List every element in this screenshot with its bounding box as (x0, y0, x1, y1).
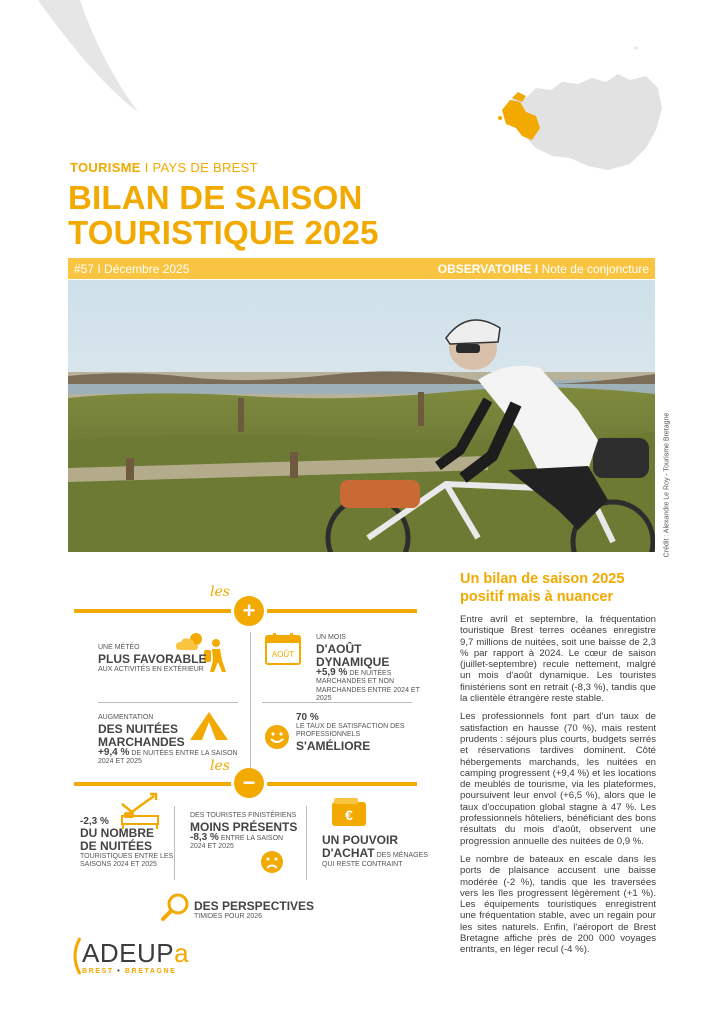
finisteriens-value: -8,3 % (190, 831, 219, 843)
article-paragraph-1: Entre avril et septembre, la fréquentation touristique Brest terres océanes enregistre 9,7 millions de nuitées, soit une baisse de 2,3 % par rapport à 2024. Le cœur de saison (juillet-septembre) recule nettement, malgré un mois d'août dynamique. Les touristes finistériens sont en retrait (-8,3 %), tandis que la clientèle étrangère reste stable. (460, 614, 656, 705)
nuitees-big-2: DE NUITÉES (80, 838, 153, 853)
achat-sub: DES MÉNAGES QUI RESTE CONTRAINT (322, 852, 428, 868)
plus-symbol: + (242, 598, 256, 623)
meteo-sub: AUX ACTIVITÉS EN EXTÉRIEUR (98, 665, 204, 673)
article-paragraph-2: Les professionnels font part d'un taux de satisfaction en hausse (70 %), mais restent prudents : séjours plus courts, budgets serrés et réservations tardives dominent. Côté hébergements marchands, les nuitées en camping progressent (+9,4 %) et les locations de meublés de tourisme, via les plateformes, poursuivent leur envol (+6,5 %), alors que le taux d'occupation global stagne à 47 %. Les professionnels hôteliers, bénéficiant des bons résultats du mois d'août, observent une progression annuelle des nuitées de 0,9 %. (460, 711, 656, 847)
satisfaction-big: S'AMÉLIORE (296, 738, 371, 753)
kicker-territory: PAYS DE BREST (152, 160, 258, 175)
aout-big-1: D'AOÛT (316, 641, 362, 656)
minus-line-right (267, 782, 417, 786)
observatory-label (438, 262, 649, 276)
page-title (68, 180, 488, 250)
perspectives-big: DES PERSPECTIVES (194, 899, 315, 913)
logo-sub-dot: • (117, 968, 122, 975)
issue-band (68, 258, 655, 279)
achat-big-2: D'ACHAT (322, 846, 375, 860)
issue-number: #57 I Décembre 2025 (74, 261, 190, 276)
finisteriens-block (190, 812, 300, 852)
satisfaction-block (296, 714, 416, 753)
smiley-icon (264, 724, 290, 750)
aout-small: UN MOIS (316, 634, 346, 641)
article-column (460, 570, 656, 963)
plus-row-divider-right (262, 702, 412, 703)
plus-line-right (267, 609, 417, 613)
minus-divider-2 (306, 806, 307, 880)
observatory-light: Note de conjoncture (538, 261, 649, 276)
finisteriens-big: MOINS PRÉSENTS (190, 819, 298, 834)
minus-symbol: − (242, 770, 256, 795)
article-paragraph-3: Le nombre de bateaux en escale dans les ports de plaisance accusent une baisse modérée (-2 %), tandis que les traversées vers les îles progressent légèrement (+1 %). Les équipements touristiques enregistrent une fréquentation stable, avec un regain pour les sites naturels. Enfin, l'aéroport de Brest Bretagne affiche près de 200 000 voyages entrants, en léger recul (-4 %). (460, 853, 656, 956)
kicker (70, 160, 258, 175)
logo-sub-left: BREST (82, 968, 114, 975)
achat-block (322, 834, 432, 869)
plus-circle (234, 596, 264, 626)
kicker-theme: TOURISME (70, 160, 141, 175)
logo-word-accent: a (174, 938, 190, 968)
wallet-icon (330, 796, 368, 828)
meteo-block (98, 644, 208, 674)
marchandes-small: AUGMENTATION (98, 714, 154, 721)
marchandes-value: +9,4 % (98, 746, 130, 758)
marchandes-big-1: DES NUITÉES (98, 721, 179, 736)
aout-sub: DE NUITÉES MARCHANDES ET NON MARCHANDES ENTRE 2024 ET 2025 (316, 669, 420, 702)
adeupa-logo (68, 936, 198, 980)
minus-label: les (210, 758, 230, 774)
aout-value: +5,9 % (316, 666, 348, 678)
article-heading: Un bilan de saison 2025 positif mais à nuancer (460, 571, 625, 605)
title-line-1: BILAN DE SAISON (68, 179, 363, 216)
logo-word-main: ADEUP (82, 938, 175, 968)
perspectives-block (194, 900, 344, 922)
minus-divider-1 (174, 806, 175, 880)
corner-swoosh (0, 0, 140, 120)
plus-row-divider-left (98, 702, 238, 703)
logo-word (82, 938, 189, 969)
meteo-big: PLUS FAVORABLE (98, 651, 207, 666)
title-line-2: TOURISTIQUE 2025 (68, 214, 379, 251)
magnifier-icon (160, 892, 190, 922)
cyclist-photo (68, 280, 655, 552)
achat-big-1: UN POUVOIR (322, 833, 399, 847)
perspectives-sub: TIMIDES POUR 2026 (194, 913, 263, 920)
infographic (70, 578, 430, 978)
aout-big-2: DYNAMIQUE (316, 654, 390, 669)
calendar-label: AOÛT (271, 650, 295, 659)
nuitees-big-1: DU NOMBRE (80, 825, 154, 840)
aout-block (316, 634, 426, 704)
observatory-strong: OBSERVATOIRE I (437, 261, 539, 276)
minus-line-left (74, 782, 231, 786)
kicker-separator: I (140, 160, 153, 175)
minus-circle (234, 768, 264, 798)
photo-credit-text: Crédit : Alexandre Le Roy - Tourisme Bretagne (663, 412, 671, 558)
plus-divider (250, 632, 251, 768)
finisteriens-small: DES TOURISTES FINISTÉRIENS (190, 812, 297, 819)
marchandes-sub: DE NUITÉES ENTRE LA SAISON 2024 ET 2025 (98, 749, 238, 765)
nuitees-sub: TOURISTIQUES ENTRE LES SAISONS 2024 ET 2025 (80, 852, 174, 868)
meteo-small: UNE MÉTÉO (98, 644, 140, 651)
finisteriens-sub: ENTRE LA SAISON 2024 ET 2025 (190, 834, 284, 850)
plus-line-left (74, 609, 231, 613)
nuitees-block (80, 818, 176, 870)
logo-sub-right: BRETAGNE (124, 968, 177, 975)
wallet-symbol: € (345, 807, 353, 823)
brittany-map (496, 38, 664, 178)
logo-bracket-icon (68, 936, 82, 976)
satisfaction-sub: LE TAUX DE SATISFACTION DES PROFESSIONNELS (296, 722, 405, 738)
plus-label: les (210, 584, 230, 600)
photo-credit (660, 410, 674, 560)
marchandes-big-2: MARCHANDES (98, 734, 185, 749)
logo-subtitle (82, 968, 176, 975)
calendar-icon (264, 632, 302, 666)
satisfaction-value: 70 % (296, 712, 319, 723)
nuitees-value: -2,3 % (80, 816, 109, 827)
sad-face-icon (260, 850, 284, 874)
